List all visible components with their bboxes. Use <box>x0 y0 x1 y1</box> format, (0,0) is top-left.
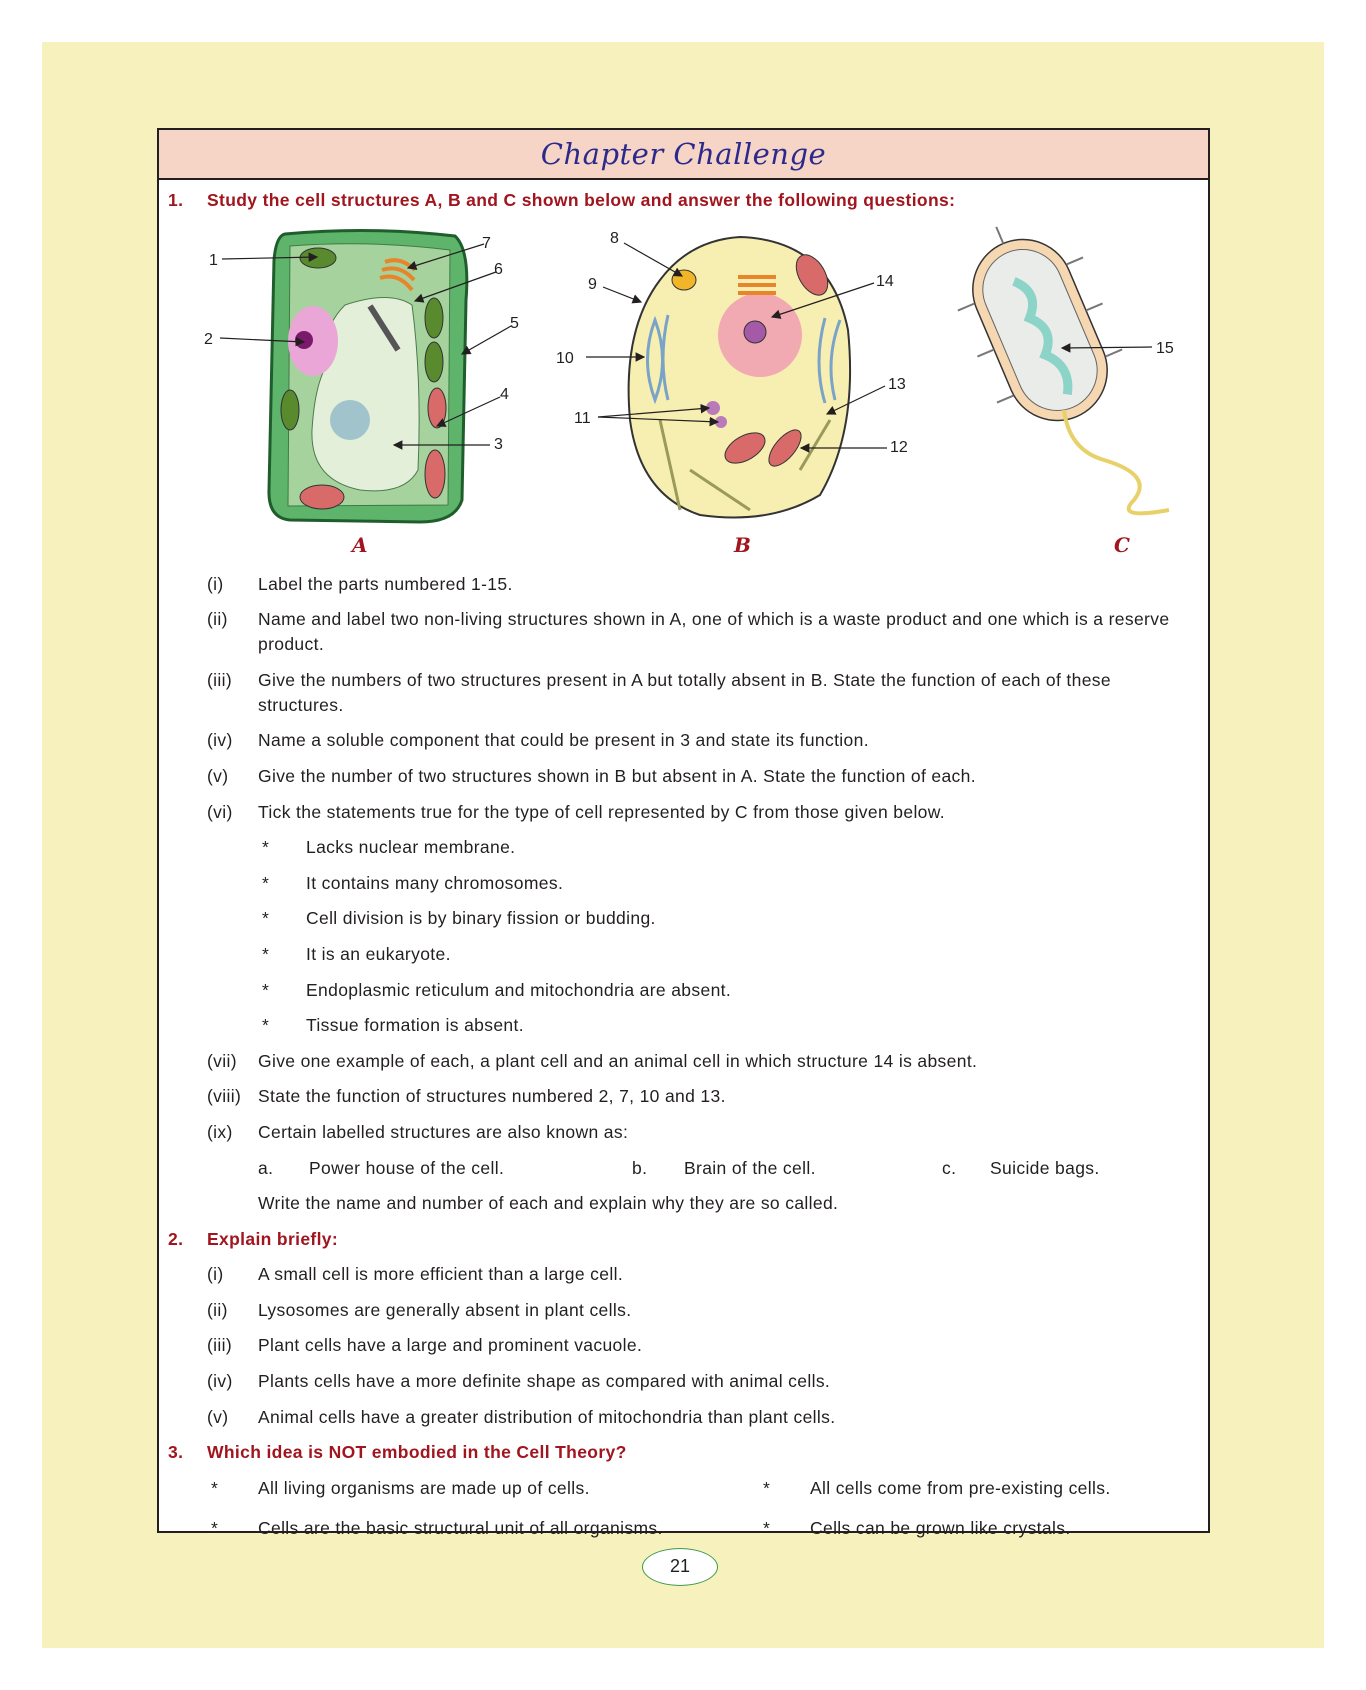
part-label-7: 7 <box>482 235 491 252</box>
item-number: (v) <box>207 765 229 786</box>
question-text: Which idea is NOT embodied in the Cell Theory? <box>207 1442 627 1463</box>
question-text: Study the cell structures A, B and C shown below and answer the following questions: <box>207 190 956 210</box>
q3-options-row <box>157 1476 1210 1501</box>
bullet: * <box>262 908 270 929</box>
statement[interactable] <box>157 871 1210 896</box>
question-number: 2. <box>168 1228 184 1249</box>
item-text: Give the numbers of two structures present in A but totally absent in B. State the function of each of these structures. <box>258 669 1111 715</box>
item-text: Write the name and number of each and explain why they are so called. <box>258 1193 839 1214</box>
question-1-heading <box>157 188 1210 213</box>
bullet: * <box>262 1015 270 1036</box>
q1-item <box>157 572 1210 597</box>
item-text: Name a soluble component that could be present in 3 and state its function. <box>258 730 869 751</box>
q1-item <box>157 668 1210 718</box>
option-text[interactable]: Cells are the basic structural unit of all organisms. <box>258 1517 663 1538</box>
statement-text: Lacks nuclear membrane. <box>306 837 516 858</box>
question-number: 3. <box>168 1442 184 1463</box>
q1-item <box>157 607 1210 657</box>
q2-item <box>157 1298 1210 1323</box>
page-number: 21 <box>642 1548 718 1586</box>
item-text: A small cell is more efficient than a large cell. <box>258 1264 624 1285</box>
statement[interactable] <box>157 906 1210 931</box>
item-text: Certain labelled structures are also known as: <box>258 1121 629 1142</box>
alias-letter: a. <box>258 1157 274 1178</box>
bullet: * <box>211 1477 219 1498</box>
q1-item <box>157 1120 1210 1145</box>
bullet: * <box>262 943 270 964</box>
statement-text: Cell division is by binary fission or budding. <box>306 908 656 929</box>
bullet: * <box>763 1477 771 1498</box>
option-text[interactable]: Cells can be grown like crystals. <box>810 1517 1071 1538</box>
item-number: (i) <box>207 1264 224 1285</box>
part-label-9: 9 <box>588 276 597 293</box>
statement-text: Endoplasmic reticulum and mitochondria are absent. <box>306 979 732 1000</box>
item-number: (ix) <box>207 1121 233 1142</box>
statement-text: It contains many chromosomes. <box>306 872 564 893</box>
item-number: (iv) <box>207 730 233 751</box>
q1-item <box>157 800 1210 825</box>
part-label-13: 13 <box>888 376 906 393</box>
alias-text: Power house of the cell. <box>309 1157 505 1178</box>
page-title: Chapter Challenge <box>540 137 827 171</box>
part-label-10: 10 <box>556 350 574 367</box>
item-number: (ii) <box>207 609 228 630</box>
statement[interactable] <box>157 835 1210 860</box>
question-2-heading <box>157 1227 1210 1252</box>
bullet: * <box>262 979 270 1000</box>
option-text[interactable]: All cells come from pre-existing cells. <box>810 1477 1111 1498</box>
q2-item <box>157 1405 1210 1430</box>
alias-text: Suicide bags. <box>990 1157 1100 1178</box>
bullet: * <box>211 1517 219 1538</box>
question-number: 1. <box>168 190 184 210</box>
q3-options-row <box>157 1516 1210 1541</box>
item-number: (iii) <box>207 669 233 690</box>
alias-text: Brain of the cell. <box>684 1157 816 1178</box>
bullet: * <box>262 872 270 893</box>
part-label-1: 1 <box>209 252 218 269</box>
part-label-2: 2 <box>204 331 213 348</box>
statement-text: It is an eukaryote. <box>306 943 451 964</box>
item-text: Animal cells have a greater distribution of mitochondria than plant cells. <box>258 1406 836 1427</box>
item-text: Give the number of two structures shown in B but absent in A. State the function of each. <box>258 765 976 786</box>
part-label-5: 5 <box>510 315 519 332</box>
part-label-3: 3 <box>494 436 503 453</box>
q2-item <box>157 1262 1210 1287</box>
questions <box>157 188 1210 1551</box>
q1-item <box>157 764 1210 789</box>
q1-item <box>157 728 1210 753</box>
item-number: (ii) <box>207 1299 228 1320</box>
item-text: Give one example of each, a plant cell and an animal cell in which structure 14 is absent. <box>258 1050 978 1071</box>
item-text: Plant cells have a large and prominent vacuole. <box>258 1335 643 1356</box>
cell-label-b: B <box>734 533 751 557</box>
bullet: * <box>763 1517 771 1538</box>
option-text[interactable]: All living organisms are made up of cells. <box>258 1477 590 1498</box>
item-text: Label the parts numbered 1-15. <box>258 573 513 594</box>
part-label-15: 15 <box>1156 340 1174 357</box>
part-label-11: 11 <box>574 410 591 427</box>
question-3-heading <box>157 1440 1210 1465</box>
item-text: Tick the statements true for the type of cell represented by C from those given below. <box>258 801 945 822</box>
item-text: Plants cells have a more definite shape as compared with animal cells. <box>258 1371 831 1392</box>
aliases-row <box>157 1156 1210 1181</box>
item-number: (vii) <box>207 1050 237 1071</box>
item-number: (vi) <box>207 801 233 822</box>
item-number: (viii) <box>207 1086 242 1107</box>
part-label-12: 12 <box>890 439 908 456</box>
item-number: (iii) <box>207 1335 233 1356</box>
item-number: (i) <box>207 573 224 594</box>
part-label-14: 14 <box>876 273 894 290</box>
bullet: * <box>262 837 270 858</box>
alias-letter: b. <box>632 1157 648 1178</box>
statement[interactable] <box>157 1013 1210 1038</box>
part-label-4: 4 <box>500 386 509 403</box>
cell-label-c: C <box>1114 533 1130 557</box>
q1-item <box>157 1084 1210 1109</box>
item-text: State the function of structures numbered 2, 7, 10 and 13. <box>258 1086 726 1107</box>
cell-label-a: A <box>352 533 368 557</box>
part-label-6: 6 <box>494 261 503 278</box>
question-text: Explain briefly: <box>207 1228 339 1249</box>
q2-item <box>157 1369 1210 1394</box>
statement-text: Tissue formation is absent. <box>306 1015 524 1036</box>
aliases-note <box>157 1191 1210 1216</box>
statement[interactable] <box>157 978 1210 1003</box>
alias-letter: c. <box>942 1157 957 1178</box>
item-number: (iv) <box>207 1371 233 1392</box>
statement[interactable] <box>157 942 1210 967</box>
item-text: Name and label two non-living structures shown in A, one of which is a waste product and one which is a reserve product. <box>258 609 1170 655</box>
part-label-8: 8 <box>610 230 619 247</box>
q1-item <box>157 1049 1210 1074</box>
diagram-spacer <box>157 224 1210 572</box>
item-number: (v) <box>207 1406 229 1427</box>
q2-item <box>157 1333 1210 1358</box>
item-text: Lysosomes are generally absent in plant cells. <box>258 1299 632 1320</box>
